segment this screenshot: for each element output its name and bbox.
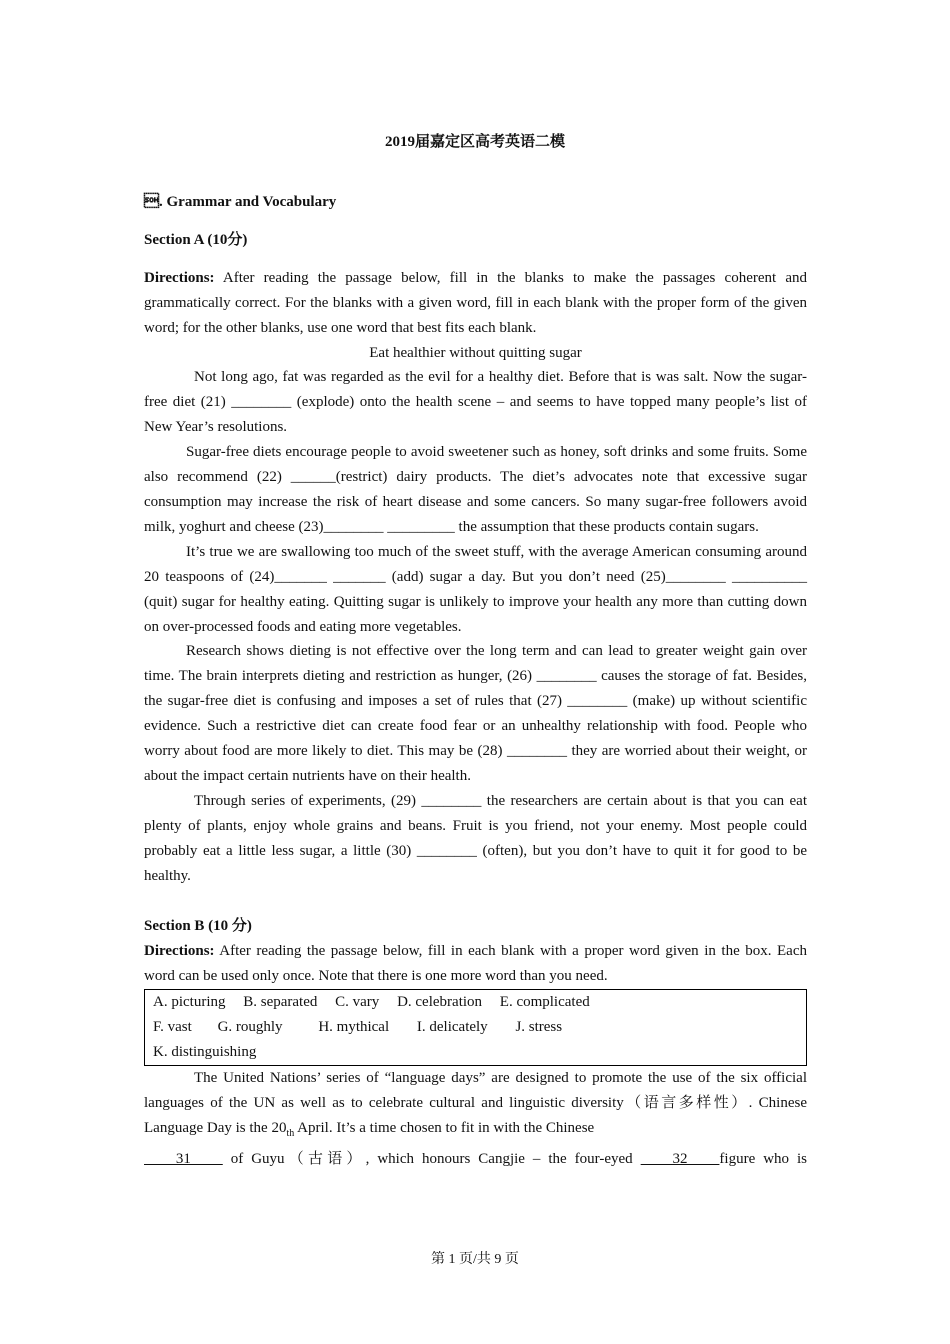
word-box-row <box>153 1040 798 1065</box>
word-option: H. mythical <box>318 1019 390 1036</box>
word-option: B. separated <box>243 994 318 1011</box>
section-b-heading: Section B (10 分) <box>144 918 252 935</box>
word-box-row <box>153 990 798 1015</box>
section-b-directions <box>144 939 807 989</box>
word-option: C. vary <box>335 994 380 1011</box>
part-heading: . Grammar and Vocabulary <box>144 194 337 210</box>
word-option: A. picturing <box>153 994 226 1011</box>
paragraph: Not long ago, fat was regarded as the evil for a healthy diet. Before that is was salt. Now the sugar-free diet (21) ________ (explode) onto the health scene – and seems to have topped many people’s list of New Year’s resolutions. <box>144 369 807 436</box>
document-body <box>144 190 807 1172</box>
section-a-heading: Section A (10分) <box>144 231 248 248</box>
word-box <box>144 989 807 1066</box>
word-option: E. complicated <box>499 994 590 1011</box>
paragraph: Research shows dieting is not effective over the long term and can lead to greater weight gain over time. The brain interprets dieting and restriction as hunger, (26) ________ causes the storage of fat. Besides, the sugar-free diet is confusing and imposes a set of rules that (27) ________ (make) up without scientific evidence. Such a restrictive diet can create food fear or an unhealthy relationship with food. People who worry about food are more likely to diet. This may be (28) ________ they are worried about their weight, or about the impact certain nutrients have on their health. <box>144 643 807 784</box>
page-title: 2019届嘉定区高考英语二模 <box>384 134 565 150</box>
paragraph: 31 of Guyu（古语）, which honours Cangjie – the four-eyed 32 figure who is <box>144 1150 808 1167</box>
paragraph: Sugar-free diets encourage people to avoid sweetener such as honey, soft drinks and some fruits. Some also recommend (22) ______(restrict) dairy products. The diet’s advocates note that excessive sugar consumption may increase the risk of heart disease and some cancers. So many sugar-free followers avoid milk, yoghurt and cheese (23)________ _________ the assumption that these products contain sugars. <box>144 444 807 535</box>
paragraph: The United Nations’ series of “language days” are designed to promote the use of the six official languages of the UN as well as to celebrate cultural and linguistic diversity（语言多样性）. Chinese Language Day is the $20_{th}$ April. It’s a time chosen to fit in with the Chinese <box>144 1069 807 1139</box>
directions-label: Directions: <box>144 269 215 286</box>
word-option: F. vast <box>153 1019 192 1036</box>
directions-label: Directions: <box>144 943 215 960</box>
passage-title: Eat healthier without quitting sugar <box>369 344 582 361</box>
paragraph: Through series of experiments, (29) ________ the researchers are certain about is that you can eat plenty of plants, enjoy whole grains and beans. Fruit is you friend, not your enemy. Most people could probably eat a little less sugar, a little (30) ________ (often), but you don’t have to quit it for good to be healthy. <box>144 792 807 884</box>
directions-text: After reading the passage below, fill in each blank with a proper word given in the box. Each word can be used only once. Note that there is one more word than you need. <box>144 943 807 985</box>
word-option: I. delicately <box>416 1019 488 1036</box>
word-box-row <box>153 1015 798 1040</box>
word-option: D. celebration <box>397 994 483 1011</box>
section-a-directions <box>144 266 807 341</box>
page-footer: 第 1 页/共 9 页 <box>431 1252 519 1267</box>
paragraph: It’s true we are swallowing too much of the sweet stuff, with the average American consuming around 20 teaspoons of (24)_______ _______ (add) sugar a day. But you don’t need (25)________ __________ (quit) sugar for healthy eating. Quitting sugar is unlikely to improve your health any more than cutting down on over-processed foods and eating more vegetables. <box>144 543 807 635</box>
word-option: J. stress <box>515 1019 563 1036</box>
blank-31: 31 <box>144 1150 223 1167</box>
directions-text: After reading the passage below, fill in the blanks to make the passages coherent and grammatically correct. For the blanks with a given word, fill in each blank with the proper form of the given word; for the other blanks, use one word that best fits each blank. <box>144 269 807 336</box>
word-option: K. distinguishing <box>153 1044 257 1060</box>
blank-32: 32 <box>640 1150 720 1167</box>
word-option: G. roughly <box>217 1019 283 1036</box>
